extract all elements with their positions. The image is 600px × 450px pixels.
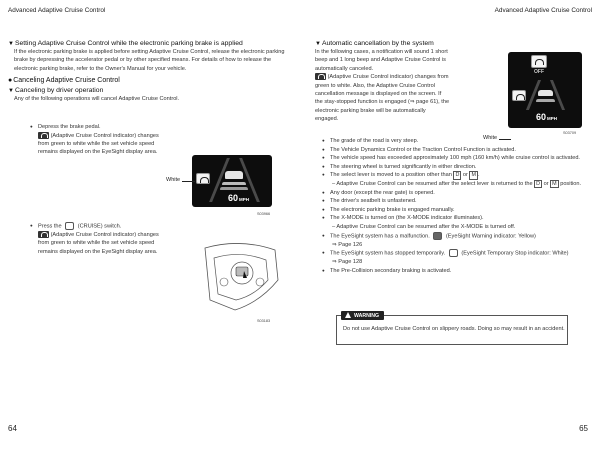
section-heading-auto-cancel: ▼ Automatic cancellation by the system xyxy=(315,40,450,48)
set-speed-unit: MPH xyxy=(239,197,250,202)
set-speed-value: 60 xyxy=(536,112,547,122)
adaptive-cruise-indicator-icon xyxy=(315,73,326,80)
set-speed-readout xyxy=(228,193,249,203)
set-speed-unit: MPH xyxy=(547,116,558,121)
set-speed-value: 60 xyxy=(228,193,239,203)
auto-cancel-body-2: (Adaptive Cruise Control indicator) changes from green to white. Also, the Adaptive Cruise Control cancellation message is displayed on the screen. If the stay-stopped function is engaged (⇒ page 61), the electronic parking brake will be automatically engaged. xyxy=(315,74,450,123)
stopped-text: The EyeSight system has stopped temporarily. xyxy=(330,250,446,257)
eyesight-temporary-stop-icon xyxy=(449,249,458,257)
bullet-brake-pedal xyxy=(30,123,162,157)
parking-brake-body: If the electronic parking brake is applied before setting Adaptive Cruise Control, release the electronic parking brake by depressing the accelerator pedal or by other specified means. For details of how to release the electronic parking brake, refer to the Owner's Manual for your vehicle. xyxy=(14,49,285,72)
subheading-driver-operation: ▼ Canceling by driver operation xyxy=(8,87,288,95)
cruise-indicator-icon xyxy=(531,55,547,68)
stopped-ref[interactable]: ⇒ Page 128 xyxy=(332,259,363,266)
driver-operation-body: Any of the following operations will cancel Adaptive Cruise Control. xyxy=(14,96,180,103)
position-text: position. xyxy=(560,180,582,187)
auto-cancel-body-1: In the following cases, a notification will sound 1 short beep and 1 long beep and Adaptive Cruise Control is automatically canceled. xyxy=(315,49,448,72)
condition-item-stopped xyxy=(322,249,590,258)
warning-label xyxy=(341,311,384,320)
condition-item: ● Any door (except the rear gate) is opened. xyxy=(322,189,590,198)
steering-switch-figure xyxy=(200,240,280,316)
bullet-cruise-switch xyxy=(30,222,162,256)
left-page xyxy=(8,40,288,104)
malfunction-text: The EyeSight system has a malfunction. xyxy=(330,233,430,240)
page-number-left: 64 xyxy=(8,424,17,433)
condition-item: ● The driver's seatbelt is unfastened. xyxy=(322,197,590,206)
bullet-switch-lead: Press the xyxy=(38,223,62,230)
adaptive-cruise-indicator-icon xyxy=(38,132,49,139)
running-header-left: Advanced Adaptive Cruise Control xyxy=(8,7,106,14)
condition-item: ● The vehicle speed has exceeded approximately 100 mph (160 km/h) while cruise control is activated. xyxy=(322,154,590,163)
steering-switch-illustration xyxy=(200,240,280,316)
adaptive-cruise-indicator-icon xyxy=(38,231,49,238)
cruise-indicator-icon xyxy=(196,173,210,184)
xmode-sub-text: Adaptive Cruise Control can be resumed after the X-MODE is turned off. xyxy=(336,223,516,230)
running-header-right: Advanced Adaptive Cruise Control xyxy=(494,7,592,14)
condition-item: ● The X-MODE is turned on (the X-MODE indicator illuminates). xyxy=(322,214,590,223)
auto-cancel-conditions xyxy=(322,137,590,275)
lead-vehicle-icon xyxy=(538,90,553,96)
callout-white: White xyxy=(166,177,181,183)
lane-line-left xyxy=(209,158,230,202)
stopped-indicator-text: (EyeSight Temporary Stop indicator: White) xyxy=(461,250,569,257)
condition-item: ● The steering wheel is turned significantly in either direction. xyxy=(322,163,590,172)
lead-vehicle-icon xyxy=(225,171,243,179)
condition-item-select-lever xyxy=(322,171,590,180)
callout-white: White xyxy=(483,135,498,141)
select-sub-text: Adaptive Cruise Control can be resumed after the select lever is returned to the xyxy=(336,180,533,187)
bullet-switch-rest: (Adaptive Cruise Control indicator) changes from green to white while the set vehicle speed remains displayed on the EyeSight display area. xyxy=(38,232,159,255)
condition-item: ● The grade of the road is very steep. xyxy=(322,137,590,146)
key-d: D xyxy=(455,172,460,179)
xmode-subnote: – Adaptive Cruise Control can be resumed after the X-MODE is turned off. xyxy=(332,223,516,230)
key-m: M xyxy=(552,180,557,187)
select-lever-text: The select lever is moved to a position other than xyxy=(330,172,452,179)
warning-text: Do not use Adaptive Cruise Control on slippery roads. Doing so may result in an accident. xyxy=(343,326,565,332)
condition-item: ● The Vehicle Dynamics Control or the Traction Control Function is activated. xyxy=(322,146,590,155)
or-text: or xyxy=(543,180,549,187)
bullet-brake-lead: Depress the brake pedal. xyxy=(38,124,101,130)
key-d: D xyxy=(536,180,541,187)
select-lever-subnote: – Adaptive Cruise Control can be resumed after the select lever is returned to the D or M position. xyxy=(332,180,582,187)
key-m: M xyxy=(471,172,476,179)
condition-item-malfunction xyxy=(322,232,590,241)
set-speed-readout xyxy=(536,112,557,122)
distance-bar-icon xyxy=(222,182,246,185)
warning-box xyxy=(336,315,568,345)
section-heading-parking-brake: ▼ Setting Adaptive Cruise Control while the electronic parking brake is applied xyxy=(8,40,288,48)
cruise-switch-icon xyxy=(65,222,74,230)
condition-item: ● The electronic parking brake is engaged manually. xyxy=(322,206,590,215)
or-text: or xyxy=(462,172,468,179)
off-label: OFF xyxy=(534,69,544,75)
right-page xyxy=(315,40,450,124)
cruise-indicator-icon xyxy=(512,90,526,101)
page-number-right: 65 xyxy=(579,424,588,433)
distance-bar-icon xyxy=(220,187,248,190)
malfunction-ref[interactable]: ⇒ Page 126 xyxy=(332,241,363,248)
warning-label-text: WARNING xyxy=(354,313,380,319)
condition-item: ● The Pre-Collision secondary braking is activated. xyxy=(322,267,590,276)
eyesight-display-figure xyxy=(192,155,272,207)
figure-code: S03183 xyxy=(257,319,271,323)
eyesight-warning-icon xyxy=(433,232,442,240)
eyesight-off-display-figure xyxy=(508,52,582,128)
bullet-brake-rest: (Adaptive Cruise Control indicator) changes from green to white while the set vehicle speed remains displayed on the EyeSight display area. xyxy=(38,132,159,156)
section-heading-canceling: ● Canceling Adaptive Cruise Control xyxy=(8,76,288,85)
period-text: . xyxy=(477,172,480,179)
distance-bar-icon xyxy=(536,99,555,102)
warning-triangle-icon xyxy=(345,312,351,318)
figure-code: S03709 xyxy=(563,131,577,135)
figure-code: S03966 xyxy=(257,212,271,216)
callout-leader-line xyxy=(182,181,195,182)
bullet-switch-label: (CRUISE) switch. xyxy=(77,223,122,230)
malfunction-indicator-text: (EyeSight Warning indicator: Yellow) xyxy=(445,233,536,240)
